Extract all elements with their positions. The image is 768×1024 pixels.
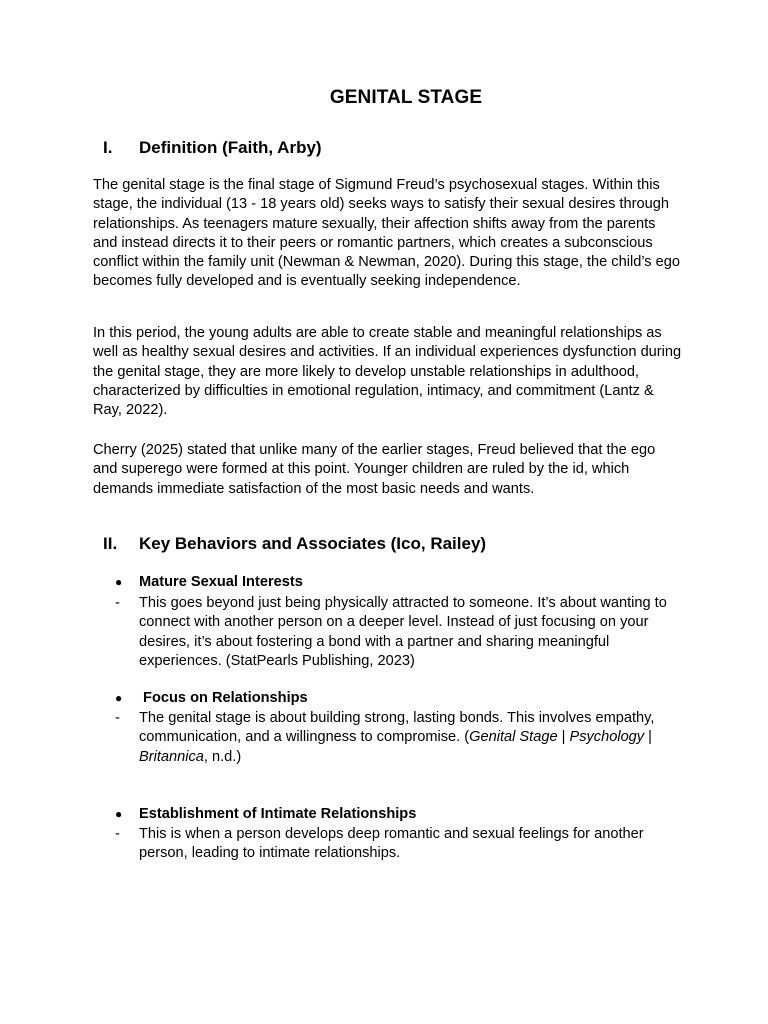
dash-marker: - bbox=[115, 826, 120, 842]
bullet-title-text: Focus on Relationships bbox=[139, 690, 308, 706]
bullet-item-title bbox=[115, 690, 308, 706]
citation-subject: Psychology bbox=[569, 729, 645, 746]
bullet-item-title bbox=[115, 806, 416, 822]
section-title: Definition (Faith, Arby) bbox=[139, 138, 322, 157]
bullet-dot-icon: ● bbox=[115, 807, 123, 821]
citation-separator: | bbox=[644, 729, 652, 746]
bullet-title-text: Mature Sexual Interests bbox=[139, 574, 303, 590]
bullet-dot-icon: ● bbox=[115, 575, 123, 589]
list-item-text: This is when a person develops deep romantic and sexual feelings for another person, leading to intimate relationships. bbox=[139, 826, 644, 862]
bullet-title-text: Establishment of Intimate Relationships bbox=[139, 806, 417, 822]
list-item-text-part: , n.d.) bbox=[203, 748, 242, 765]
bullet-dot-icon: ● bbox=[115, 691, 123, 705]
section-title: Key Behaviors and Associates (Ico, Railey) bbox=[139, 534, 487, 553]
section-number: II. bbox=[103, 534, 118, 553]
dash-marker: - bbox=[115, 710, 120, 726]
paragraph: The genital stage is the final stage of Sigmund Freud’s psychosexual stages. Within this stage, the individual (13 - 18 years old) seeks ways to satisfy their sexual desires through relationships. As teenagers mature sexually, their affection shifts away from the parents and instead directs it to their peers or romantic partners, which creates a subconscious conflict within the family unit (Newman & Newman, 2020). During this stage, the child’s ego becomes fully developed and is eventually seeking independence. bbox=[93, 177, 680, 290]
list-item-text-part: The genital stage is about building strong, lasting bonds. This involves empathy, communication, and a willingness to compromise. ( bbox=[139, 710, 655, 746]
list-item-text bbox=[139, 709, 684, 767]
section-heading-definition bbox=[103, 138, 322, 158]
list-item-text: This goes beyond just being physically attracted to someone. It’s about wanting to connect with another person on a deeper level. Instead of just focusing on your desires, it’s about fostering a bond with a partner and sharing meaningful experiences. (StatPearls Publishing, 2023) bbox=[139, 595, 667, 669]
paragraph: In this period, the young adults are able to create stable and meaningful relationships as well as healthy sexual desires and activities. If an individual experiences dysfunction during the genital stage, they are more likely to develop unstable relationships in adulthood, characterized by difficulties in emotional regulation, intimacy, and commitment (Lantz & Ray, 2022). bbox=[93, 325, 682, 419]
dash-marker: - bbox=[115, 595, 120, 611]
document-title: GENITAL STAGE bbox=[329, 87, 483, 108]
paragraph: Cherry (2025) stated that unlike many of the earlier stages, Freud believed that the ego and superego were formed at this point. Younger children are ruled by the id, which demands immediate satisfaction of the most basic needs and wants. bbox=[93, 442, 656, 497]
citation-separator: | bbox=[557, 729, 570, 746]
bullet-item-title bbox=[115, 574, 303, 590]
section-heading-key-behaviors bbox=[103, 534, 486, 554]
section-number: I. bbox=[103, 138, 113, 157]
citation-source: Britannica bbox=[139, 748, 204, 765]
citation-title: Genital Stage bbox=[469, 729, 558, 746]
